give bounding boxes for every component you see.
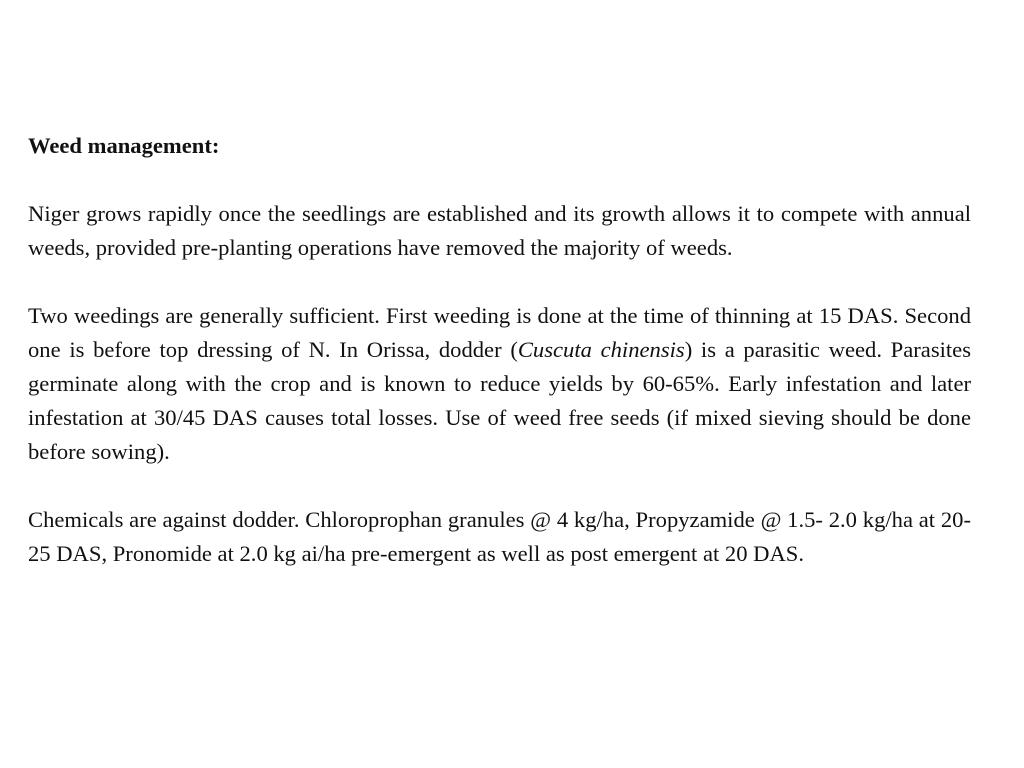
weedings-text-after: ) is a parasitic weed. Parasites germinate along with the crop and is known to reduce yields by 60-65%. Early infestation and later infestation at 30/45 DAS causes total losses. Use of weed free seeds (if mixed sieving should be done before sowing).	[28, 337, 971, 464]
section-heading: Weed management:	[28, 133, 220, 158]
paragraph-chemicals: Chemicals are against dodder. Chloroprophan granules @ 4 kg/ha, Propyzamide @ 1.5- 2.0 kg/ha at 20-25 DAS, Pronomide at 2.0 kg ai/ha pre-emergent as well as post emergent at 20 DAS.	[28, 507, 971, 566]
species-name: Cuscuta chinensis	[517, 337, 685, 362]
paragraph-growth: Niger grows rapidly once the seedlings are established and its growth allows it to compete with annual weeds, provided pre-planting operations have removed the majority of weeds.	[28, 201, 971, 260]
weedings-text-before: Two weedings are generally sufficient. First weeding is done at the time of thinning at 15 DAS. Second one is before top dressing of N. In Orissa, dodder (	[28, 303, 971, 362]
slide-content	[28, 129, 971, 571]
paragraph-weedings	[28, 299, 971, 469]
